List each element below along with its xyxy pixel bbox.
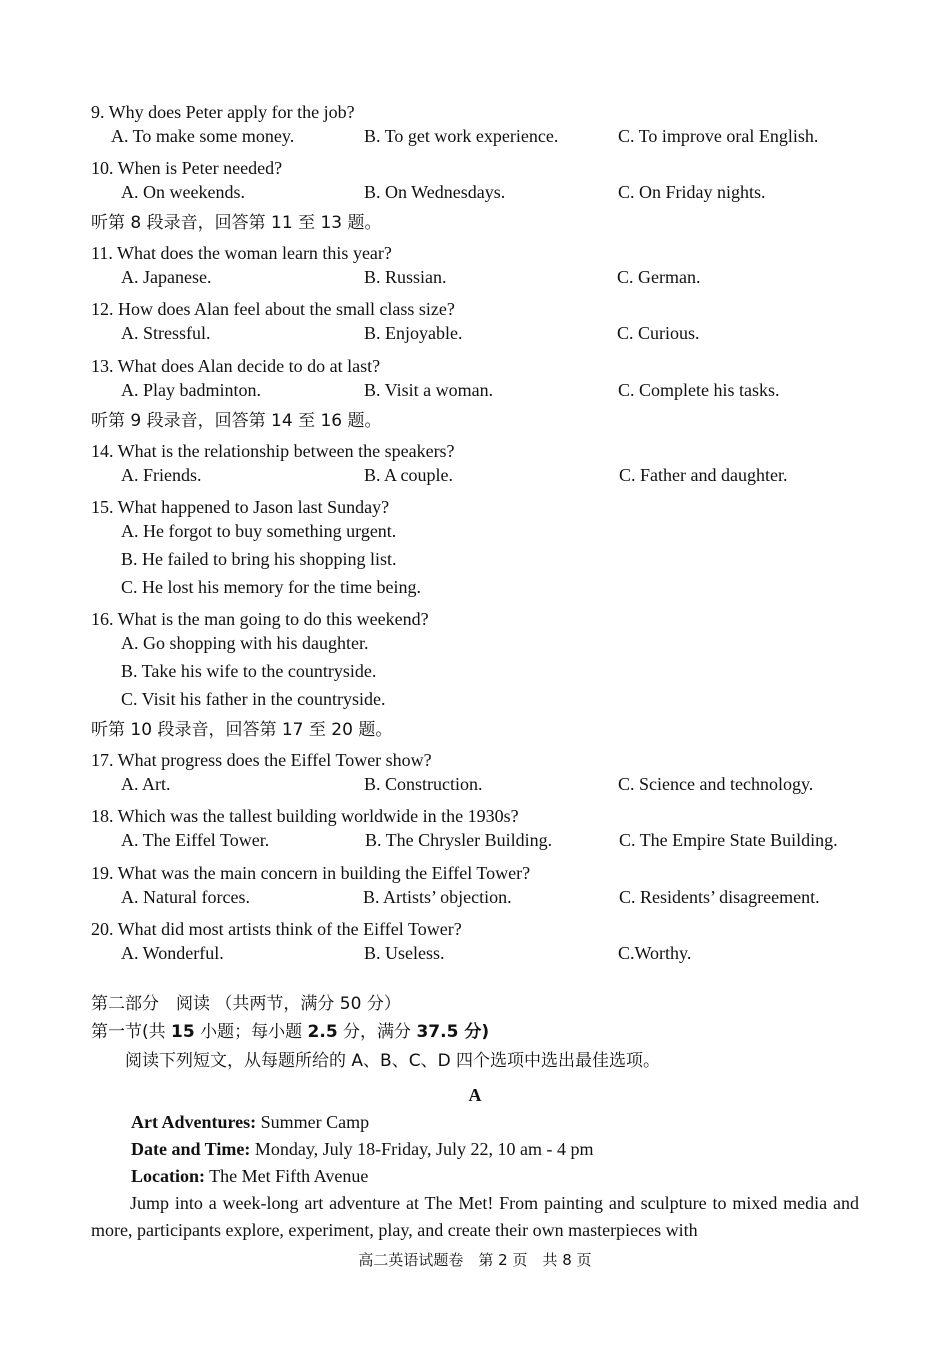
question-16-stem: 16. What is the man going to do this weekend? bbox=[91, 609, 429, 629]
question-15-option-b: B. He failed to bring his shopping list. bbox=[121, 549, 397, 569]
section-10-instruction: 听第 10 段录音，回答第 17 至 20 题。 bbox=[91, 720, 393, 740]
question-20-option-a: A. Wonderful. bbox=[121, 943, 224, 963]
passage-location-value: The Met Fifth Avenue bbox=[205, 1166, 369, 1186]
question-17-option-b: B. Construction. bbox=[364, 774, 483, 794]
question-13-option-c: C. Complete his tasks. bbox=[618, 380, 780, 400]
question-12-option-a: A. Stressful. bbox=[121, 323, 211, 343]
question-9-option-a: A. To make some money. bbox=[111, 126, 295, 146]
question-16-option-b: B. Take his wife to the countryside. bbox=[121, 661, 377, 681]
question-19-option-b: B. Artists’ objection. bbox=[363, 887, 512, 907]
passage-title-label: Art Adventures: bbox=[131, 1112, 257, 1132]
passage-location-line bbox=[131, 1165, 368, 1187]
question-18-option-a: A. The Eiffel Tower. bbox=[121, 830, 270, 850]
question-9-option-b: B. To get work experience. bbox=[364, 126, 559, 146]
question-18-option-b: B. The Chrysler Building. bbox=[365, 830, 553, 850]
passage-letter: A bbox=[468, 1085, 482, 1105]
question-19-option-c: C. Residents’ disagreement. bbox=[619, 887, 820, 907]
section-1-suffix: 分) bbox=[458, 1022, 490, 1042]
section-1-each-score: 2.5 bbox=[307, 1022, 338, 1042]
question-11-option-b: B. Russian. bbox=[364, 267, 447, 287]
passage-date-line bbox=[131, 1138, 594, 1160]
question-15-option-a: A. He forgot to buy something urgent. bbox=[121, 521, 397, 541]
section-1-header bbox=[91, 1021, 489, 1043]
section-1-total-score: 37.5 bbox=[416, 1022, 459, 1042]
section-1-mid2: 分，满分 bbox=[337, 1022, 417, 1042]
question-17-option-a: A. Art. bbox=[121, 774, 171, 794]
question-9-option-c: C. To improve oral English. bbox=[618, 126, 819, 146]
page-footer: 高二英语试题卷 第 2 页 共 8 页 bbox=[358, 1251, 592, 1269]
question-13-option-a: A. Play badminton. bbox=[121, 380, 261, 400]
section-1-mid1: 小题；每小题 bbox=[194, 1022, 308, 1042]
section-9-instruction: 听第 9 段录音，回答第 14 至 16 题。 bbox=[91, 411, 382, 431]
reading-instruction: 阅读下列短文，从每题所给的 A、B、C、D 四个选项中选出最佳选项。 bbox=[125, 1051, 661, 1071]
section-1-count: 15 bbox=[171, 1022, 195, 1042]
question-11-option-c: C. German. bbox=[617, 267, 701, 287]
question-20-stem: 20. What did most artists think of the Eiffel Tower? bbox=[91, 919, 462, 939]
passage-location-label: Location: bbox=[131, 1166, 205, 1186]
question-13-stem: 13. What does Alan decide to do at last? bbox=[91, 356, 381, 376]
question-20-option-b: B. Useless. bbox=[364, 943, 445, 963]
question-10-option-b: B. On Wednesdays. bbox=[364, 182, 506, 202]
passage-date-value: Monday, July 18-Friday, July 22, 10 am - 4 pm bbox=[250, 1139, 594, 1159]
question-14-option-b: B. A couple. bbox=[364, 465, 453, 485]
question-15-option-c: C. He lost his memory for the time being. bbox=[121, 577, 421, 597]
question-15-stem: 15. What happened to Jason last Sunday? bbox=[91, 497, 390, 517]
section-1-prefix: 第一节(共 bbox=[91, 1022, 172, 1042]
passage-title-value: Summer Camp bbox=[256, 1112, 370, 1132]
question-9-stem: 9. Why does Peter apply for the job? bbox=[91, 102, 355, 122]
question-12-stem: 12. How does Alan feel about the small class size? bbox=[91, 299, 455, 319]
question-14-stem: 14. What is the relationship between the speakers? bbox=[91, 441, 455, 461]
question-12-option-c: C. Curious. bbox=[617, 323, 700, 343]
question-11-option-a: A. Japanese. bbox=[121, 267, 212, 287]
question-11-stem: 11. What does the woman learn this year? bbox=[91, 243, 392, 263]
question-18-option-c: C. The Empire State Building. bbox=[619, 830, 838, 850]
passage-date-label: Date and Time: bbox=[131, 1139, 251, 1159]
question-19-stem: 19. What was the main concern in building the Eiffel Tower? bbox=[91, 863, 531, 883]
question-13-option-b: B. Visit a woman. bbox=[364, 380, 494, 400]
question-17-option-c: C. Science and technology. bbox=[618, 774, 814, 794]
question-12-option-b: B. Enjoyable. bbox=[364, 323, 463, 343]
question-14-option-c: C. Father and daughter. bbox=[619, 465, 788, 485]
question-16-option-c: C. Visit his father in the countryside. bbox=[121, 689, 386, 709]
question-14-option-a: A. Friends. bbox=[121, 465, 202, 485]
question-10-option-c: C. On Friday nights. bbox=[618, 182, 766, 202]
passage-body: Jump into a week-long art adventure at The Met! From painting and sculpture to mixed media and more, participants explore, experiment, play, and create their own masterpieces with bbox=[91, 1193, 859, 1240]
passage-title-line bbox=[131, 1111, 369, 1133]
question-16-option-a: A. Go shopping with his daughter. bbox=[121, 633, 369, 653]
question-10-option-a: A. On weekends. bbox=[121, 182, 245, 202]
question-17-stem: 17. What progress does the Eiffel Tower show? bbox=[91, 750, 432, 770]
section-8-instruction: 听第 8 段录音，回答第 11 至 13 题。 bbox=[91, 213, 382, 233]
question-18-stem: 18. Which was the tallest building worldwide in the 1930s? bbox=[91, 806, 519, 826]
question-20-option-c: C.Worthy. bbox=[618, 943, 692, 963]
question-19-option-a: A. Natural forces. bbox=[121, 887, 250, 907]
part-2-title: 第二部分 阅读 （共两节，满分 50 分） bbox=[91, 994, 401, 1014]
question-10-stem: 10. When is Peter needed? bbox=[91, 158, 283, 178]
